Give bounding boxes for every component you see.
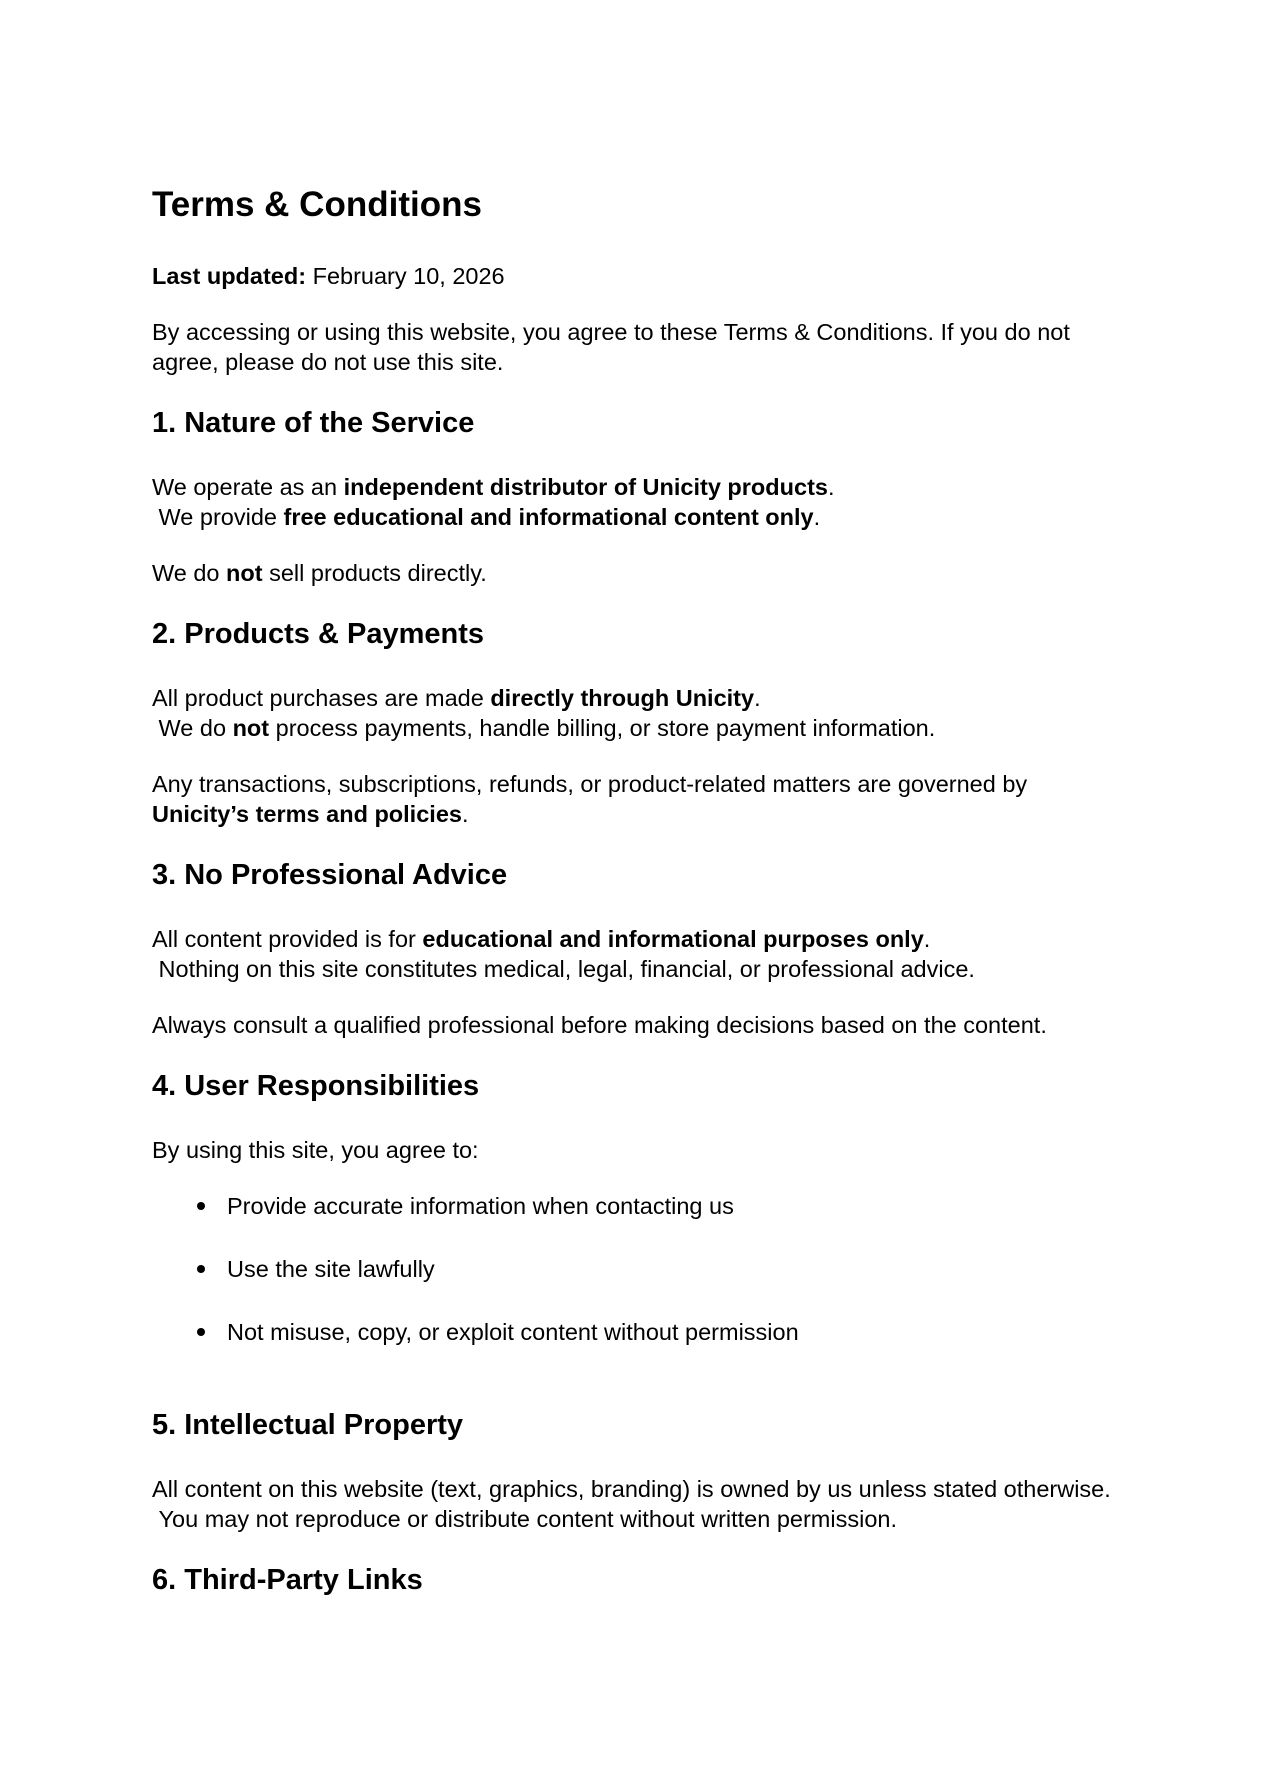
- bold-text-run: 2. Products & Payments: [152, 618, 484, 650]
- section-heading: [152, 1407, 1122, 1443]
- bold-text-run: Terms & Conditions: [152, 185, 482, 224]
- section-heading: [152, 616, 1122, 652]
- text-run: All product purchases are made: [152, 685, 491, 711]
- section-heading: [152, 1562, 1122, 1598]
- text-run: .: [923, 926, 931, 952]
- section-heading: [152, 1068, 1122, 1104]
- bold-text-run: not: [232, 715, 270, 741]
- text-run: By using this site, you agree to:: [152, 1137, 479, 1163]
- bold-text-run: directly through Unicity: [490, 685, 755, 711]
- bullet-item: [227, 1191, 1122, 1221]
- bullet-list: [152, 1191, 1122, 1347]
- text-run: Nothing on this site constitutes medical, legal, financial, or professional advice.: [152, 956, 975, 982]
- paragraph: [152, 1474, 1122, 1534]
- paragraph: [152, 1135, 1122, 1165]
- text-run: We do: [152, 560, 227, 586]
- text-run: We do: [152, 715, 233, 741]
- paragraph: [152, 317, 1122, 377]
- text-run: sell products directly.: [262, 560, 487, 586]
- bold-text-run: 6. Third-Party Links: [152, 1564, 423, 1596]
- paragraph: [152, 558, 1122, 588]
- bold-text-run: independent distributor of Unicity products: [343, 474, 828, 500]
- paragraph: [152, 683, 1122, 743]
- bold-text-run: Unicity’s terms and policies: [152, 801, 462, 827]
- section-heading: [152, 405, 1122, 441]
- text-run: Not misuse, copy, or exploit content without permission: [227, 1319, 799, 1345]
- bold-text-run: educational and informational purposes only: [422, 926, 924, 952]
- text-run: February 10, 2026: [306, 263, 505, 289]
- text-run: You may not reproduce or distribute content without written permission.: [152, 1506, 897, 1532]
- bullet-item: [227, 1254, 1122, 1284]
- text-run: .: [461, 801, 469, 827]
- bold-text-run: 1. Nature of the Service: [152, 407, 475, 439]
- text-run: process payments, handle billing, or store payment information.: [269, 715, 936, 741]
- text-run: Any transactions, subscriptions, refunds, or product-related matters are governed by: [152, 771, 1034, 797]
- text-run: .: [813, 504, 821, 530]
- paragraph: [152, 1010, 1122, 1040]
- paragraph: [152, 472, 1122, 532]
- text-run: Provide accurate information when contacting us: [227, 1193, 734, 1219]
- paragraph: [152, 769, 1122, 829]
- bold-text-run: Last updated:: [152, 263, 307, 289]
- text-run: We operate as an: [152, 474, 344, 500]
- text-run: We provide: [152, 504, 284, 530]
- bold-text-run: not: [226, 560, 263, 586]
- text-run: Always consult a qualified professional before making decisions based on the content.: [152, 1012, 1047, 1038]
- section-heading: [152, 857, 1122, 893]
- bullet-item: [227, 1317, 1122, 1347]
- bold-text-run: 4. User Responsibilities: [152, 1070, 480, 1102]
- text-run: Use the site lawfully: [227, 1256, 435, 1282]
- bold-text-run: 3. No Professional Advice: [152, 859, 508, 891]
- text-run: .: [754, 685, 761, 711]
- text-run: By accessing or using this website, you agree to these Terms & Conditions. If you do not agree, please do not use this site.: [152, 319, 1077, 375]
- document-title: [152, 183, 1122, 227]
- paragraph: [152, 924, 1122, 984]
- text-run: All content on this website (text, graphics, branding) is owned by us unless stated otherwise.: [152, 1476, 1111, 1502]
- text-run: All content provided is for: [152, 926, 423, 952]
- paragraph: [152, 261, 1122, 291]
- bold-text-run: 5. Intellectual Property: [152, 1409, 464, 1441]
- text-run: .: [827, 474, 835, 500]
- bold-text-run: free educational and informational content only: [283, 504, 814, 530]
